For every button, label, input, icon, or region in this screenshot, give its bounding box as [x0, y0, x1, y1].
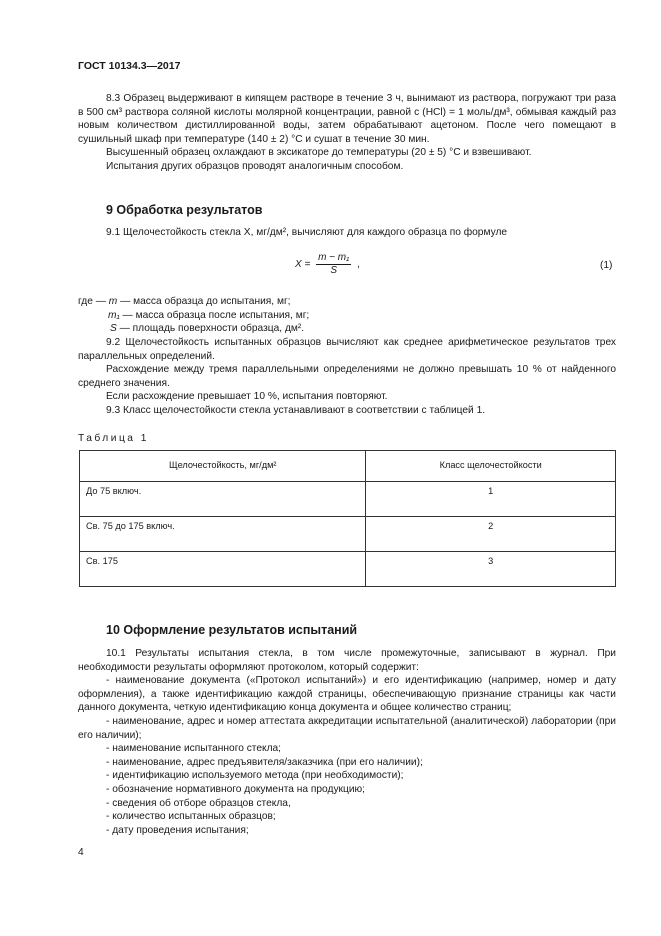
- alkali-resistance-table: [79, 450, 616, 587]
- table-caption: Таблица 1: [78, 433, 149, 444]
- paragraph-9-3: 9.3 Класс щелочестойкости стекла устанавливают в соответствии с таблицей 1.: [106, 404, 486, 416]
- legend-prefix: где —: [78, 296, 106, 307]
- paragraph-other-samples: Испытания других образцов проводят аналогичным способом.: [106, 160, 404, 172]
- formula-fraction: [316, 252, 351, 277]
- section-8-text: [78, 92, 616, 174]
- table-row: [80, 552, 616, 587]
- formula-legend: [78, 295, 618, 336]
- paragraph-9-1: 9.1 Щелочестойкость стекла X, мг/дм², вычисляют для каждого образца по формуле: [106, 227, 508, 238]
- list-item: - наименование, адрес предъявителя/заказчика (при его наличии);: [106, 756, 423, 768]
- list-item: - наименование, адрес и номер аттестата аккредитации испытательной (аналитической) лаборатории (при его наличии);: [78, 715, 616, 741]
- legend-symbol: m₁: [108, 309, 120, 321]
- section-9-title: 9 Обработка результатов: [106, 203, 263, 217]
- list-item: - количество испытанных образцов;: [106, 811, 276, 823]
- formula-lhs: X =: [295, 259, 311, 271]
- table-cell: До 75 включ.: [80, 482, 366, 517]
- table-header-cell: Класс щелочестойкости: [366, 451, 616, 482]
- table-cell: 3: [366, 552, 616, 587]
- legend-symbol: m: [108, 296, 118, 307]
- legend-row: [78, 322, 618, 336]
- formula-1: [295, 252, 360, 277]
- legend-row: [78, 309, 618, 323]
- table-header-cell: Щелочестойкость, мг/дм²: [80, 451, 366, 482]
- table-row: [80, 517, 616, 552]
- document-header: ГОСТ 10134.3—2017: [78, 60, 181, 72]
- section-9-intro: [78, 226, 616, 240]
- legend-text: — масса образца до испытания, мг;: [120, 296, 291, 307]
- page-number: 4: [78, 847, 84, 858]
- table-cell: Св. 175: [80, 552, 366, 587]
- formula-number: (1): [600, 260, 613, 271]
- paragraph-discrepancy: Расхождение между тремя параллельными определениями не должно превышать 10 % от найденного среднего значения.: [78, 364, 616, 389]
- formula-trail: ,: [357, 259, 360, 271]
- paragraph-9-2: 9.2 Щелочестойкость испытанных образцов вычисляют как среднее арифметическое результатов трех параллельных определений.: [78, 337, 616, 362]
- list-item: - наименование испытанного стекла;: [106, 743, 282, 755]
- section-9-text: [78, 336, 616, 418]
- paragraph-cooling: Высушенный образец охлаждают в эксикаторе до температуры (20 ± 5) °С и взвешивают.: [106, 147, 532, 159]
- list-item: - идентификацию используемого метода (при необходимости);: [106, 770, 404, 782]
- legend-row: [78, 295, 618, 309]
- legend-text: — масса образца после испытания, мг;: [122, 309, 310, 321]
- legend-text: — площадь поверхности образца, дм².: [119, 323, 305, 335]
- legend-symbol: S: [110, 323, 117, 335]
- table-header-row: [80, 451, 616, 482]
- table-cell: Св. 75 до 175 включ.: [80, 517, 366, 552]
- section-10-text: [78, 647, 616, 837]
- table-row: [80, 482, 616, 517]
- list-item: - дату проведения испытания;: [106, 824, 249, 836]
- list-item: - наименование документа («Протокол испытаний») и его идентификацию (например, номер и дату оформления), а также идентификацию каждой страницы, обеспечивающую признание страницы как части данного документа, четкую идентификацию конца документа и общее количество страниц;: [78, 675, 616, 714]
- paragraph-repeat: Если расхождение превышает 10 %, испытания повторяют.: [106, 391, 388, 403]
- paragraph-8-3: 8.3 Образец выдерживают в кипящем растворе в течение 3 ч, вынимают из раствора, погружают три раза в 500 см³ раствора соляной кислоты молярной концентрации, равной c (HCl) = 1 моль/дм³, обмывая каждый раз новым количеством дистиллированной воды, затем обрабатывают ацетоном. После чего помещают в сушильный шкаф при температуре (140 ± 2) °С и сушат в течение 30 мин.: [78, 93, 616, 145]
- list-item: - обозначение нормативного документа на продукцию;: [106, 783, 365, 795]
- paragraph-10-1: 10.1 Результаты испытания стекла, в том числе промежуточные, записывают в журнал. При необходимости результаты оформляют протоколом, который содержит:: [78, 648, 616, 673]
- table-cell: 1: [366, 482, 616, 517]
- section-10-title: 10 Оформление результатов испытаний: [106, 623, 358, 637]
- table-cell: 2: [366, 517, 616, 552]
- formula-denominator: S: [330, 265, 338, 276]
- formula-numerator: m − m₁: [318, 252, 350, 263]
- list-item: - сведения об отборе образцов стекла,: [106, 797, 291, 809]
